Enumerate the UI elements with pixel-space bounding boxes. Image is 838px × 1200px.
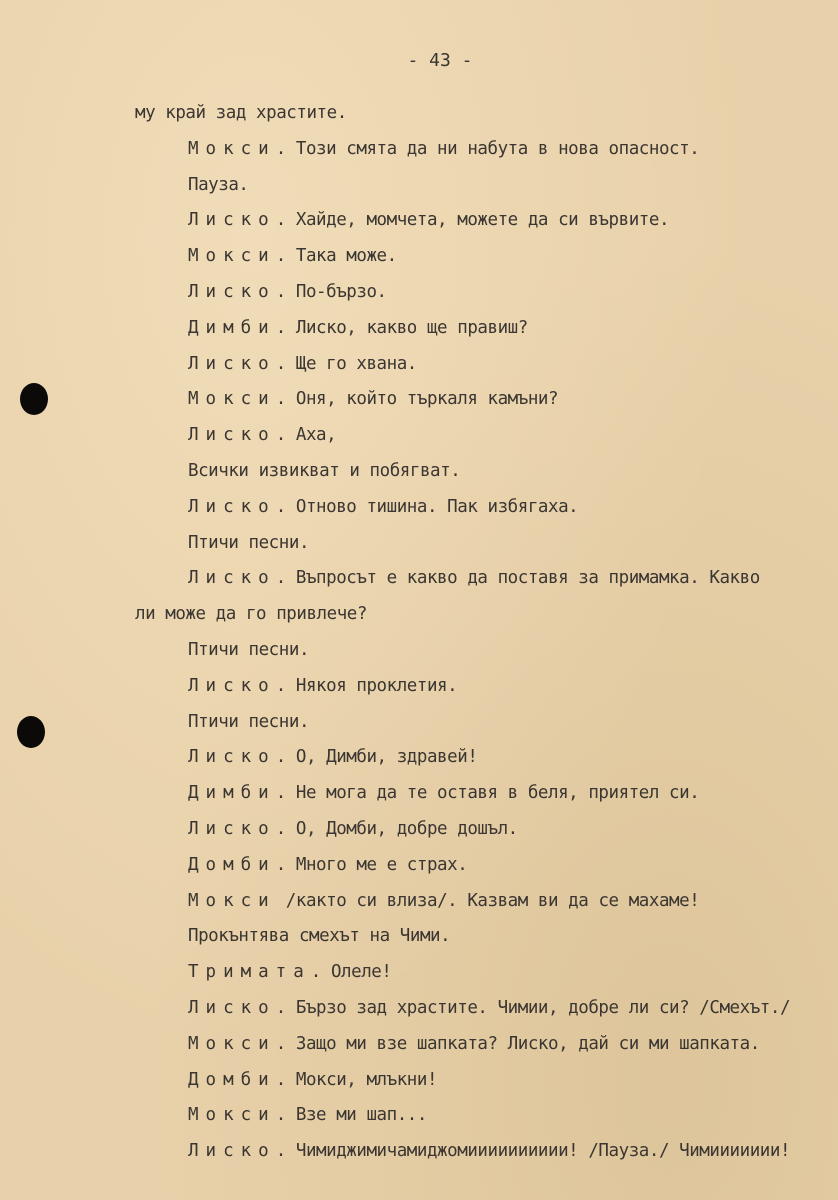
speaker-name: Лиско bbox=[188, 747, 276, 768]
text-line: Домби. Много ме е страх. bbox=[188, 854, 468, 875]
speaker-name: Мокси bbox=[188, 1105, 276, 1126]
speaker-name: Димби bbox=[188, 317, 276, 338]
speaker-name: Мокси bbox=[188, 890, 276, 911]
text-line: Димби. Не мога да те оставя в беля, приятел си. bbox=[188, 783, 700, 804]
text-line: Лиско. Аха, bbox=[188, 425, 337, 446]
text-line: Лиско. Въпросът е какво да поставя за примамка. Какво bbox=[188, 568, 760, 589]
text-line: Мокси. Така може. bbox=[188, 246, 397, 267]
speaker-name: Лиско bbox=[188, 210, 276, 231]
text-line: Лиско. Хайде, момчета, можете да си вървите. bbox=[188, 210, 670, 231]
text-line: Тримата. Олеле! bbox=[188, 962, 392, 983]
text-line: Домби. Мокси, млъкни! bbox=[188, 1069, 438, 1090]
line-text: Много ме е страх. bbox=[295, 854, 468, 875]
speaker-name: Лиско bbox=[188, 997, 276, 1018]
stage-direction: Птичи песни. bbox=[188, 711, 310, 732]
text-line bbox=[0, 633, 838, 669]
line-text: Въпросът е какво да поставя за примамка. Какво bbox=[295, 568, 760, 589]
speaker-name: Лиско bbox=[188, 675, 276, 696]
line-text: ли може да го привлече? bbox=[135, 604, 367, 625]
text-line: Димби. Лиско, какво ще правиш? bbox=[188, 317, 528, 338]
text-line bbox=[0, 454, 838, 490]
line-text: му край зад храстите. bbox=[135, 103, 347, 123]
text-line: Лиско. Някоя проклетия. bbox=[188, 675, 458, 696]
speaker-name: Мокси bbox=[188, 1033, 276, 1054]
speaker-name: Лиско bbox=[188, 568, 276, 589]
line-text: Мокси, млъкни! bbox=[295, 1069, 438, 1090]
text-line: Лиско. О, Домби, добре дошъл. bbox=[188, 818, 518, 839]
line-text: По-бързо. bbox=[295, 281, 387, 302]
text-line bbox=[0, 705, 838, 741]
text-line: Лиско. Отново тишина. Пак избягаха. bbox=[188, 496, 579, 517]
text-line: Лиско. Ще го хвана. bbox=[188, 353, 417, 374]
text-line bbox=[0, 919, 838, 955]
stage-direction: Пауза. bbox=[188, 174, 249, 195]
line-text: Олеле! bbox=[330, 962, 392, 983]
text-line: Лиско. Чимиджимичамиджомииииииииии! /Пауза./ Чимиииииии! bbox=[188, 1141, 791, 1162]
punch-hole bbox=[20, 383, 48, 415]
stage-direction: Птичи песни. bbox=[188, 639, 310, 660]
text-line: Мокси. Този смята да ни набута в нова опасност. bbox=[188, 138, 700, 159]
line-text: Така може. bbox=[295, 246, 397, 267]
text-line bbox=[0, 96, 838, 132]
text-line: Мокси. Оня, който търкаля камъни? bbox=[188, 389, 559, 410]
speaker-name: Домби bbox=[188, 1069, 276, 1090]
speaker-name: Мокси bbox=[188, 389, 276, 410]
line-text: Лиско, какво ще правиш? bbox=[295, 317, 528, 338]
text-line: Лиско. О, Димби, здравей! bbox=[188, 747, 478, 768]
speaker-name: Мокси bbox=[188, 246, 276, 267]
line-text: /както си влиза/. Казвам ви да се махаме! bbox=[285, 890, 700, 911]
line-text: Чимиджимичамиджомииииииииии! /Пауза./ Чимиииииии! bbox=[295, 1141, 791, 1162]
speaker-name: Лиско bbox=[188, 818, 276, 839]
text-line: Мокси. Защо ми взе шапката? Лиско, дай си ми шапката. bbox=[188, 1033, 760, 1054]
page-number: - 43 - bbox=[407, 50, 473, 71]
line-text: Хайде, момчета, можете да си вървите. bbox=[295, 210, 670, 231]
stage-direction: Птичи песни. bbox=[188, 532, 310, 553]
text-line bbox=[0, 526, 838, 562]
line-text: Този смята да ни набута в нова опасност. bbox=[295, 138, 700, 159]
speaker-name: Лиско bbox=[188, 425, 276, 446]
text-line: Мокси. Взе ми шап... bbox=[188, 1105, 427, 1126]
speaker-name: Лиско bbox=[188, 496, 276, 517]
script-text bbox=[0, 96, 838, 1170]
stage-direction: Всички извикват и побягват. bbox=[188, 460, 461, 481]
line-text: Не мога да те оставя в беля, приятел си. bbox=[295, 783, 700, 804]
line-text: Отново тишина. Пак избягаха. bbox=[295, 496, 579, 517]
speaker-name: Лиско bbox=[188, 281, 276, 302]
speaker-name: Димби bbox=[188, 783, 276, 804]
stage-direction: Прокънтява смехът на Чими. bbox=[188, 926, 451, 947]
text-line bbox=[0, 597, 838, 633]
speaker-name: Тримата bbox=[188, 962, 311, 983]
line-text: О, Домби, добре дошъл. bbox=[295, 818, 518, 839]
text-line bbox=[0, 168, 838, 204]
speaker-name: Мокси bbox=[188, 138, 276, 159]
line-text: Бързо зад храстите. Чимии, добре ли си? /Смехът./ bbox=[295, 997, 791, 1018]
line-text: О, Димби, здравей! bbox=[295, 747, 478, 768]
line-text: Аха, bbox=[295, 425, 337, 446]
line-text: Защо ми взе шапката? Лиско, дай си ми шапката. bbox=[295, 1033, 760, 1054]
text-line bbox=[0, 884, 838, 920]
line-text: Оня, който търкаля камъни? bbox=[295, 389, 559, 410]
speaker-name: Лиско bbox=[188, 353, 276, 374]
line-text: Някоя проклетия. bbox=[295, 675, 458, 696]
speaker-name: Лиско bbox=[188, 1141, 276, 1162]
line-text: Взе ми шап... bbox=[295, 1105, 427, 1126]
text-line: Лиско. Бързо зад храстите. Чимии, добре ли си? /Смехът./ bbox=[188, 997, 791, 1018]
speaker-name: Домби bbox=[188, 854, 276, 875]
line-text: Ще го хвана. bbox=[295, 353, 417, 374]
text-line: Лиско. По-бързо. bbox=[188, 281, 387, 302]
punch-hole bbox=[17, 716, 45, 748]
